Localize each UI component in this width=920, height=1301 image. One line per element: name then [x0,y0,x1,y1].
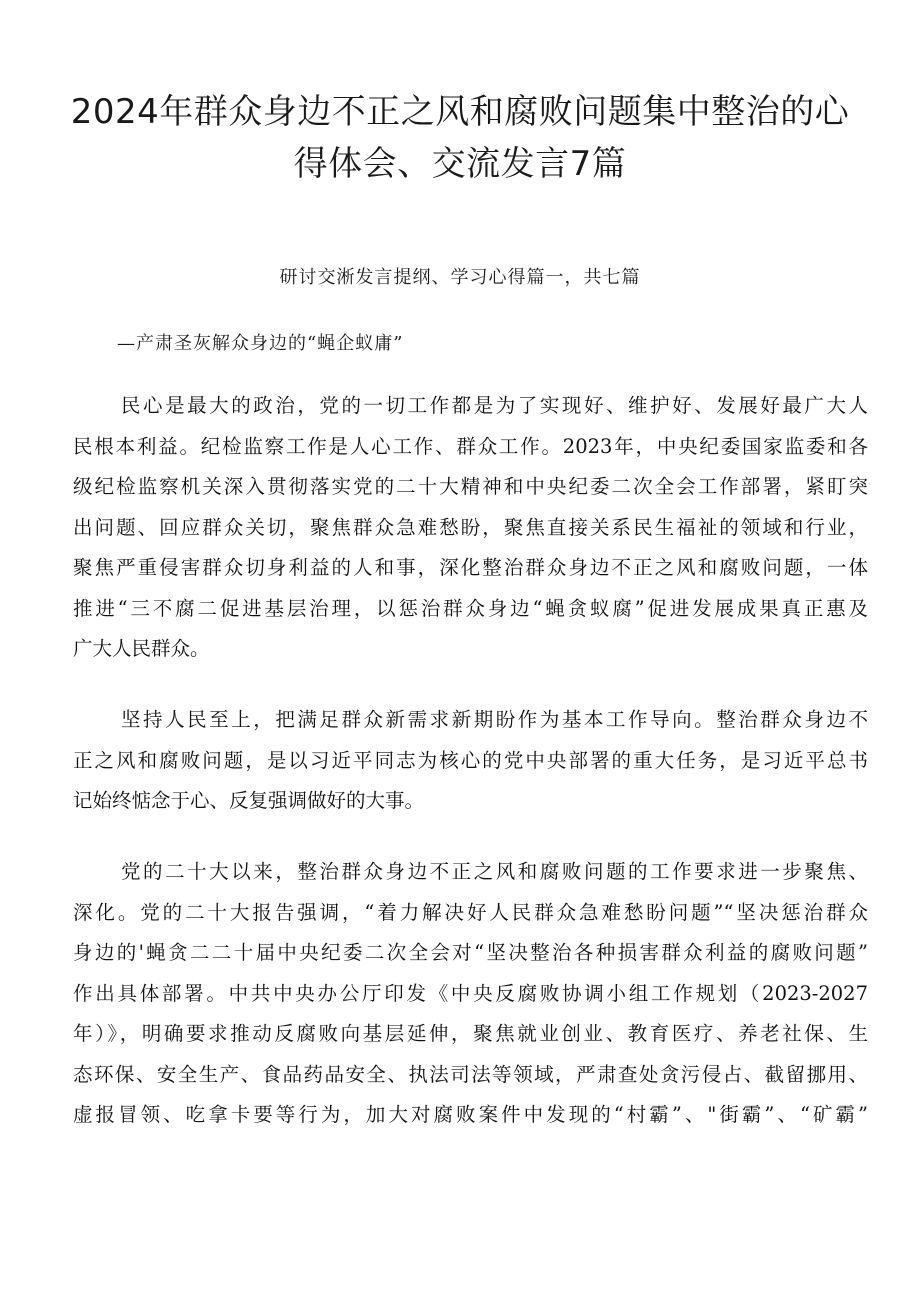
document-title [60,86,860,190]
paragraph-2 [73,700,868,822]
paragraph-line: 深化。党的二十大报告强调，“着力解决好人民群众急难愁盼问题”“坚决惩治群众 [73,900,868,924]
paragraph-line: 身边的'蝇贪二二十届中央纪委二次全会对“坚决整治各种损害群众利益的腐败问题” [73,941,868,964]
paragraph-line: 聚焦严重侵害群众切身利益的人和事，深化整治群众身边不正之风和腐败问题，一体 [73,556,868,579]
paragraph-3 [73,852,868,1136]
paragraph-line: 级纪检监察机关深入贯彻落实党的二十大精神和中央纪委二次全会工作部署，紧盯突 [73,475,868,498]
paragraph-1 [73,386,868,670]
title-line-2: 得体会、交流发言7篇 [293,144,627,184]
paragraph-line: 出问题、回应群众关切，聚焦群众急难愁盼，聚焦直接关系民生福祉的领域和行业， [73,515,868,539]
section-subtitle: 研讨交淅发言提纲、学习心得篇一，共七篇 [279,267,641,288]
paragraph-line: 推进“三不腐二促进基层治理，以惩治群众身边“蝇贪蚁腐”促进发展成果真正惠及 [73,596,868,620]
paragraph-line: 态环保、安全生产、食品药品安全、执法司法等领域，严肃查处贪污侵占、截留挪用、 [73,1062,868,1086]
paragraph-line: 正之风和腐败问题，是以习近平同志为核心的党中央部署的重大任务，是习近平总书 [73,748,868,772]
paragraph-line: 虚报冒领、吃拿卡要等行为，加大对腐败案件中发现的“村霸”、"街霸”、“矿霸” [73,1103,868,1126]
paragraph-line: 民根本利益。纪检监察工作是人心工作、群众工作。2023年，中央纪委国家监委和各 [73,434,868,458]
paragraph-line: 作出具体部署。中共中央办公厅印发《中央反腐败协调小组工作规划（2023-2027 [73,981,868,1005]
paragraph-line: 坚持人民至上，把满足群众新需求新期盼作为基本工作导向。整治群众身边不 [121,708,868,731]
section-heading: —产肃圣灰解众身边的“蝇企蚁庸” [117,333,404,354]
paragraph-line: 年）》，明确要求推动反腐败向基层延伸，聚焦就业创业、教育医疗、养老社保、生 [73,1022,868,1045]
paragraph-line: 记始终惦念于心、反复强调做好的大事。 [73,789,425,812]
paragraph-line: 党的二十大以来，整治群众身边不正之风和腐败问题的工作要求进一步聚焦、 [121,860,868,883]
paragraph-line: 民心是最大的政治，党的一切工作都是为了实现好、维护好、发展好最广大人 [121,394,868,417]
paragraph-line: 广大人民群众。 [73,637,210,660]
title-line-1: 2024年群众身边不正之风和腐败问题集中整治的心 [70,92,850,132]
